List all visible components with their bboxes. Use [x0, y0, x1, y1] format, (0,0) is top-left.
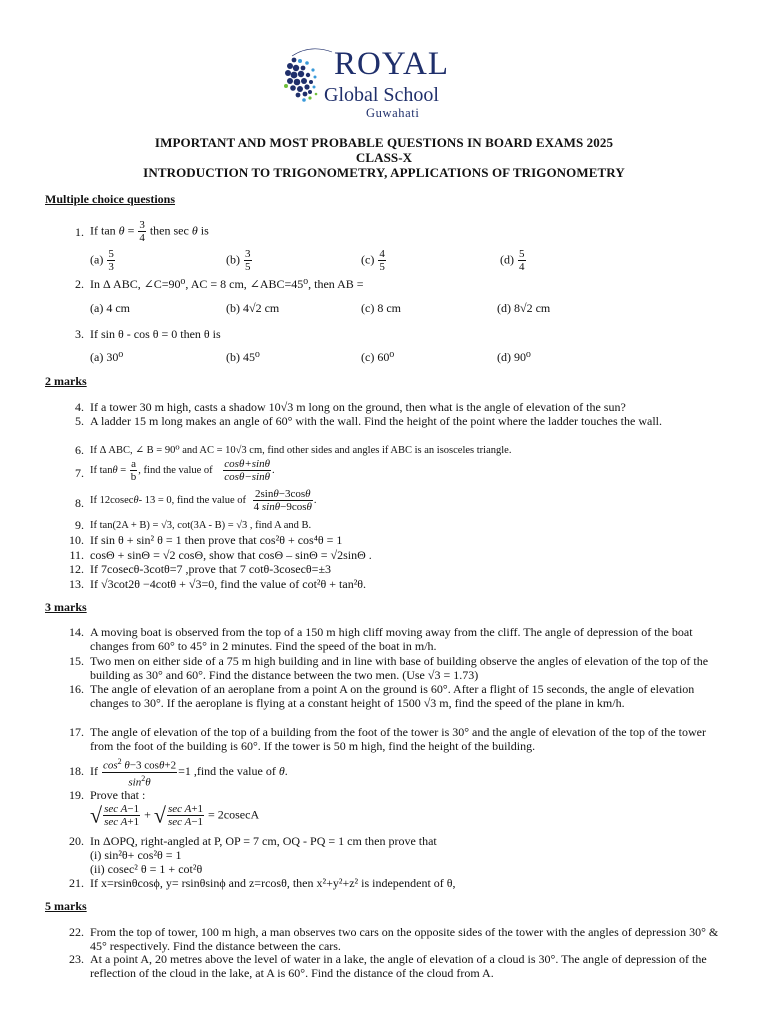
logo-royal-text: ROYAL: [334, 46, 450, 82]
question-number: 2.: [75, 277, 84, 291]
question-number: 19.: [69, 788, 84, 802]
question-text: The angle of elevation of an aeroplane from a point A on the ground is 60°. After a flight of 15 seconds, the angle of elevation changes to 30°. If the aeroplane is flying at a constant height of 1500 √3 m, find the speed of the plane in km/h.: [90, 682, 695, 711]
question-number: 11.: [69, 548, 84, 562]
question-number: 18.: [69, 764, 84, 778]
logo-city-text: Guwahati: [366, 106, 420, 120]
question-number: 6.: [75, 443, 84, 457]
section-title-2-marks: 2 marks: [45, 374, 87, 388]
question-number: 15.: [69, 654, 84, 668]
question-number: 9.: [75, 518, 84, 532]
option: (c) 60⁰: [361, 350, 395, 364]
header-line-1: IMPORTANT AND MOST PROBABLE QUESTIONS IN BOARD EXAMS 2025: [154, 135, 614, 150]
question-text: If 7cosecθ-3cotθ=7 ,prove that 7 cotθ-3cosecθ=±3: [90, 562, 332, 576]
question-text: A moving boat is observed from the top of a 150 m high cliff moving away from the cliff. The angle of depression of the boat changes from 60° to 45° in 2 minutes. Find the speed of the boat in m/h.: [90, 625, 693, 654]
sub-part: (ii) cosec² θ = 1 + cot²θ: [90, 862, 203, 876]
section-title-mcq: Multiple choice questions: [45, 192, 176, 206]
option: (d) 8√2 cm: [497, 301, 551, 315]
question-number: 12.: [69, 562, 84, 576]
question-text: If $\frac{\cos^2 \theta-3 \cos\theta+2}{\sin^2\theta}$ =1 ,find the value of θ.: [90, 757, 288, 789]
question-text: In Δ ABC, ∠C=90⁰, AC = 8 cm, ∠ABC=45⁰, then AB =: [90, 277, 364, 291]
question-text: cosΘ + sinΘ = √2 cosΘ, show that cosΘ – sinΘ = √2sinΘ .: [90, 548, 372, 562]
question-text: From the top of tower, 100 m high, a man observes two cars on the opposite sides of the tower with the angles of depression 30° & 45° respectively. Find the distance between the cars.: [90, 925, 719, 954]
option: (b) 45⁰: [226, 350, 260, 364]
question-text: A ladder 15 m long makes an angle of 60° with the wall. Find the height of the point where the ladder touches the wall.: [90, 414, 662, 428]
header-line-3: INTRODUCTION TO TRIGONOMETRY, APPLICATIONS OF TRIGONOMETRY: [143, 165, 625, 180]
option: (b) 4√2 cm: [226, 301, 280, 315]
question-text: The angle of elevation of the top of a building from the foot of the tower is 30° and the angle of elevation of the top of the tower from the foot of the building is 60°. If the tower is 50 m high, find the height of the building.: [90, 725, 706, 754]
question-number: 5.: [75, 414, 84, 428]
question-number: 7.: [75, 466, 84, 480]
question-text: If tanθ = $\frac{a}{b}$ , find the value of $\frac{\cos\theta+\sin\theta}{\cos\theta-\sin\theta}$ .: [90, 458, 275, 483]
school-logo: [280, 42, 500, 120]
question-text: If a tower 30 m high, casts a shadow 10√3 m long on the ground, then what is the angle of elevation of the sun?: [90, 400, 626, 414]
section-title-3-marks: 3 marks: [45, 600, 87, 614]
option: (c) 8 cm: [361, 301, 401, 315]
option: (d) $\frac{5}{4}$: [500, 248, 525, 273]
question-number: 22.: [69, 925, 84, 939]
logo-school-text: Global School: [324, 84, 439, 106]
question-text: If tan(2A + B) = √3, cot(3A - B) = √3 , find A and B.: [90, 520, 312, 531]
question-text: If √3cot2θ −4cotθ + √3=0, find the value of cot²θ + tan²θ.: [90, 577, 367, 591]
question-number: 16.: [69, 682, 84, 696]
question-text: Two men on either side of a 75 m high building and in line with base of building observe the angles of elevation of the top of the building as 30° and 60°. Find the distance between the two men. (Use √3 = 1.73): [90, 654, 709, 683]
question-text: If sin θ - cos θ = 0 then θ is: [90, 327, 221, 341]
question-text: If x=rsinθcosϕ, y= rsinθsinϕ and z=rcosθ, then x²+y²+z² is independent of θ,: [90, 876, 456, 890]
question-text: If sin θ + sin² θ = 1 then prove that cos²θ + cos⁴θ = 1: [90, 533, 343, 547]
question-number: 10.: [69, 533, 84, 547]
option: (a) 4 cm: [90, 301, 130, 315]
question-number: 17.: [69, 725, 84, 739]
sub-part: (i) sin²θ+ cos²θ = 1: [90, 848, 182, 862]
question-number: 14.: [69, 625, 84, 639]
option: (c) $\frac{4}{5}$: [361, 248, 385, 273]
option: (a) 30⁰: [90, 350, 124, 364]
question-text: At a point A, 20 metres above the level of water in a lake, the angle of elevation of a cloud is 30°. The angle of depression of the reflection of the cloud in the lake, at A is 60°. Find the distance of the cloud from A.: [90, 952, 707, 981]
question-number: 13.: [69, 577, 84, 591]
option: (b) $\frac{3}{5}$: [226, 248, 251, 273]
option: (a) $\frac{5}{3}$: [90, 248, 114, 273]
question-text: Prove that :: [90, 788, 146, 802]
question-number: 21.: [69, 876, 84, 890]
question-number: 20.: [69, 834, 84, 848]
option: (d) 90⁰: [497, 350, 531, 364]
question-number: 1.: [75, 225, 84, 239]
question-number: 8.: [75, 496, 84, 510]
question-text: If tan θ = $\frac{3}{4}$ then sec θ is: [90, 219, 209, 244]
question-text: If Δ ABC, ∠ B = 90⁰ and AC = 10√3 cm, find other sides and angles if ABC is an isosceles triangle.: [90, 445, 512, 456]
header-line-2: CLASS-X: [355, 150, 413, 165]
question-text: In ΔOPQ, right-angled at P, OP = 7 cm, OQ - PQ = 1 cm then prove that: [90, 834, 437, 848]
question-number: 23.: [69, 952, 84, 966]
question-number: 4.: [75, 400, 84, 414]
question-text: If 12cosecθ- 13 = 0, find the value of $\frac{2\sin\theta-3\cos\theta}{4 \sin\theta-9\cos\theta}$ .: [90, 488, 317, 513]
proof-expression: √ $\frac{\text{sec A−1}}{\text{sec A+1}}$ + √ $\frac{\text{sec A+1}}{\text{sec A−1}}$ = 2cosecA: [90, 802, 260, 828]
question-number: 3.: [75, 327, 84, 341]
section-title-5-marks: 5 marks: [45, 899, 87, 913]
